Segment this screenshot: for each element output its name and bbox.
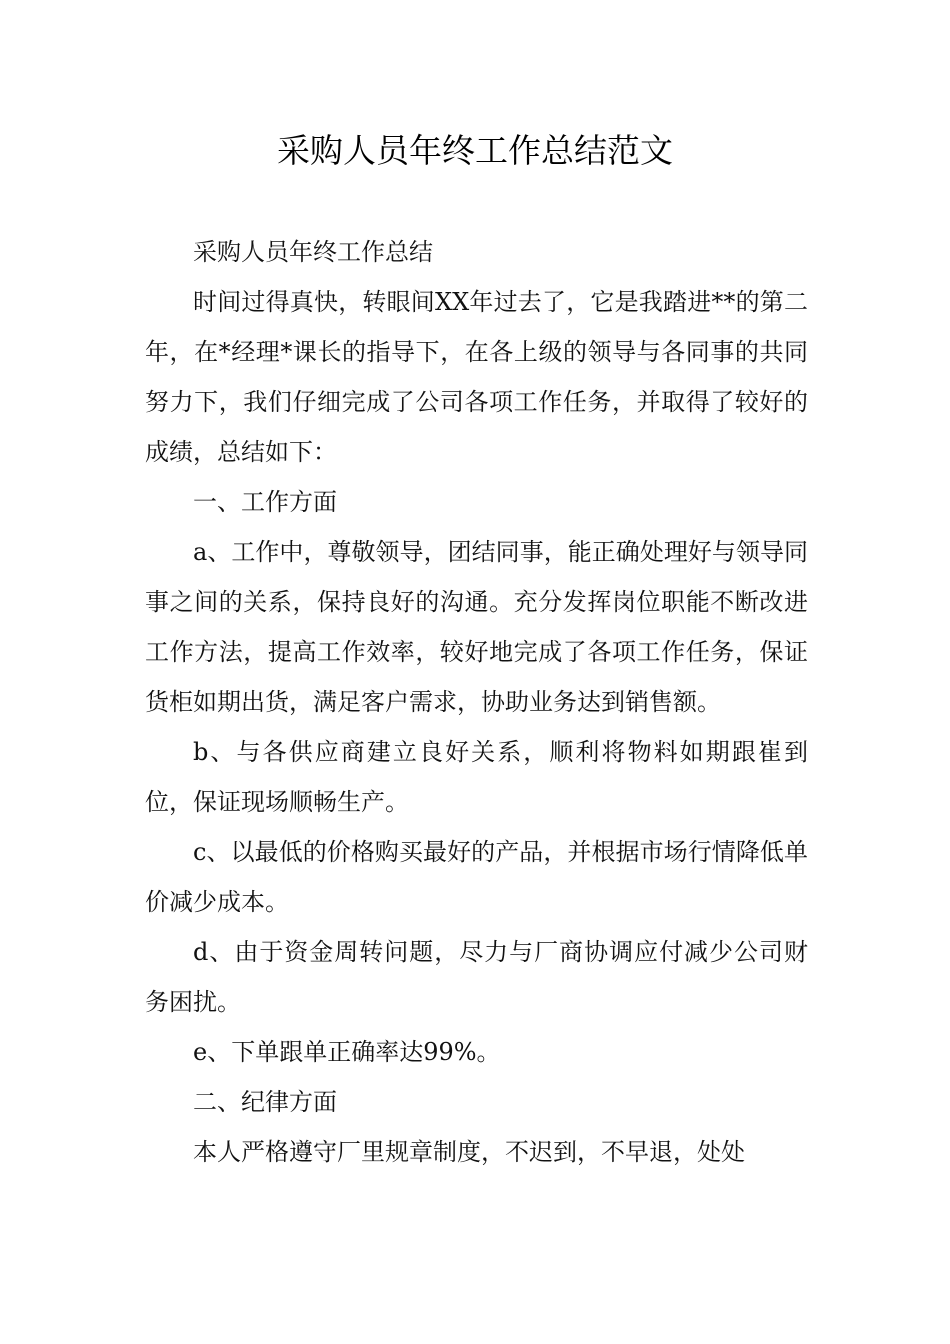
- document-body: [145, 227, 808, 1177]
- section-heading-discipline: 二、纪律方面: [193, 1088, 337, 1116]
- paragraph-item-e: e、下单跟单正确率达99%。: [193, 1038, 501, 1066]
- paragraph-subtitle: 采购人员年终工作总结: [193, 238, 433, 266]
- paragraph-item-d: d、由于资金周转问题，尽力与厂商协调应付减少公司财务困扰。: [145, 938, 808, 1016]
- paragraph-item-b: b、与各供应商建立良好关系，顺利将物料如期跟崔到位，保证现场顺畅生产。: [145, 738, 808, 816]
- document-title: 采购人员年终工作总结范文: [277, 131, 673, 170]
- paragraph-item-a: a、工作中，尊敬领导，团结同事，能正确处理好与领导同事之间的关系，保持良好的沟通。充分发挥岗位职能不断改进工作方法，提高工作效率，较好地完成了各项工作任务，保证货柜如期出货，满足客户需求，协助业务达到销售额。: [145, 538, 808, 716]
- section-heading-work: 一、工作方面: [193, 488, 337, 516]
- paragraph-intro: 时间过得真快，转眼间XX年过去了，它是我踏进**的第二年，在*经理*课长的指导下，在各上级的领导与各同事的共同努力下，我们仔细完成了公司各项工作任务，并取得了较好的成绩，总结如下：: [145, 288, 808, 466]
- paragraph-discipline: 本人严格遵守厂里规章制度，不迟到，不早退，处处: [193, 1138, 745, 1166]
- paragraph-item-c: c、以最低的价格购买最好的产品，并根据市场行情降低单价减少成本。: [145, 838, 808, 916]
